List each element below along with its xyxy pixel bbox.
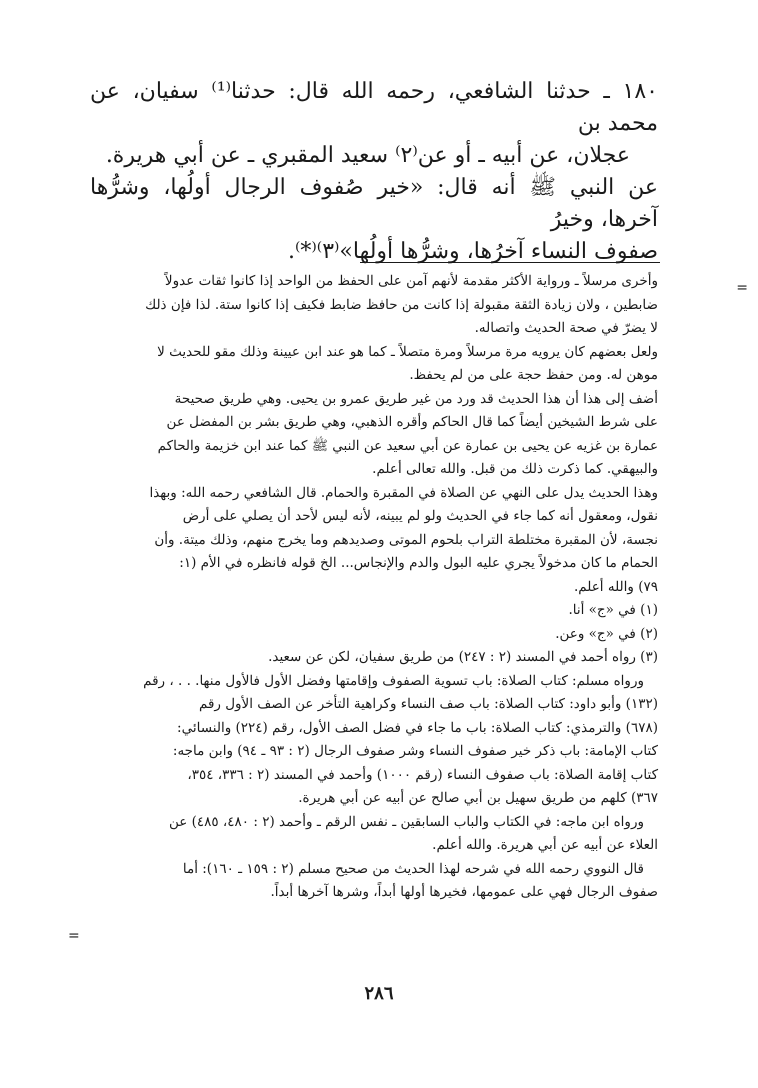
footnote-line: نجسة، لأن المقبرة مختلطة التراب بلحوم الموتى وصديدهم وما يخرج منهم، وذلك ميتة. وأن <box>154 531 658 548</box>
footnote-line: ٧٩) والله أعلم. <box>573 578 658 595</box>
footnote-line: ورواه ابن ماجه: في الكتاب والباب السابقين ـ نفس الرقم ـ وأحمد (٢ : ٤٨٠، ٤٨٥) عن <box>168 813 644 830</box>
hadith-line: عجلان، عن أبيه ـ أو عن⁽٢⁾ سعيد المقبري ـ عن أبي هريرة. <box>105 143 630 168</box>
footnote-3: (٣) رواه أحمد في المسند (٢ : ٢٤٧) من طريق سفيان، لكن عن سعيد. <box>268 649 658 665</box>
footnote-line: ولعل بعضهم كان يرويه مرة مرسلاً ومرة متصلاً ـ كما هو عند ابن عيينة وذلك مقو للحديث لا <box>157 343 658 360</box>
page-number: ٢٨٦ <box>364 983 394 1004</box>
footnote-line: لا يضرّ في صحة الحديث واتصاله. <box>474 320 658 336</box>
footnote-line: ورواه مسلم: كتاب الصلاة: باب تسوية الصفوف وإقامتها وفضل الأول فالأول منها. . . ، رقم <box>143 672 644 689</box>
footnote-line: وأخرى مرسلاً ـ ورواية الأكثر مقدمة لأنهم آمن على الحفظ من الواحد إذا كانوا ثقات عدولاً <box>164 273 658 289</box>
hadith-line: عن النبي ﷺ أنه قال: «خير صُفوف الرجال أولُها، وشرُّها آخرها، وخيرُ <box>90 175 658 232</box>
footnote-line: (١٣٢) وأبو داود: كتاب الصلاة: باب صف النساء وكراهية التأخر عن الصف الأول رقم <box>198 696 658 712</box>
hadith-line: ١٨٠ ـ حدثنا الشافعي، رحمه الله قال: حدثنا⁽¹⁾ سفيان، عن محمد بن <box>90 79 658 136</box>
footnote-line: كتاب الإمامة: باب ذكر خير صفوف النساء وشر صفوف الرجال (٢ : ٩٣ ـ ٩٤) وابن ماجه: <box>172 743 658 759</box>
continuation-mark: = <box>736 280 748 296</box>
footnote-line: كتاب إقامة الصلاة: باب صفوف النساء (رقم ١٠٠٠) وأحمد في المسند (٢ : ٣٣٦، ٣٥٤، <box>187 766 658 783</box>
footnote-line: على شرط الشيخين أيضاً كما قال الحاكم وأقره الذهبي، وهي طريق بشر بن المفضل عن <box>166 414 658 430</box>
footnote-separator <box>360 262 660 263</box>
footnote-1: (١) في «ج» أنا. <box>568 602 658 618</box>
footnote-line: (٦٧٨) والترمذي: كتاب الصلاة: باب ما جاء في فضل الصف الأول، رقم (٢٢٤) والنسائي: <box>177 719 658 736</box>
footnote-line: الحمام ما كان مدخولاً يجري عليه البول والدم والإنجاس... الخ قوله فانظره في الأم (١: <box>179 555 658 571</box>
footnote-line: ٣٦٧) كلهم من طريق سهيل بن أبي صالح عن أبيه عن أبي هريرة. <box>298 790 658 806</box>
footnote-line: قال النووي رحمه الله في شرحه لهذا الحديث من صحيح مسلم (٢ : ١٥٩ ـ ١٦٠): أما <box>182 860 644 877</box>
footnote-line: عمارة بن غزيه عن يحيى بن عمارة عن أبي سعيد عن النبي ﷺ كما عند ابن خزيمة والحاكم <box>157 437 658 454</box>
footnote-line: موهن له. ومن حفظ حجة على من لم يحفظ. <box>409 367 658 383</box>
footnote-line: وهذا الحديث يدل على النهي عن الصلاة في المقبرة والحمام. قال الشافعي رحمه الله: وبهذا <box>149 484 658 501</box>
footnote-line: نقول، ومعقول أنه كما جاء في الحديث ولو لم يبينه، لأنه ليس لأحد أن يصلي على أرض <box>182 508 658 524</box>
footnotes <box>98 270 658 905</box>
continuation-mark-end: = <box>68 928 80 944</box>
footnote-line: والبيهقي. كما ذكرت ذلك من قبل. والله تعالى أعلم. <box>372 461 658 477</box>
footnote-line: العلاء عن أبيه عن أبي هريرة. والله أعلم. <box>432 837 658 853</box>
footnote-line: صفوف الرجال فهي على عمومها، فخيرها أولها أبداً، وشرها آخرها أبداً. <box>270 884 658 900</box>
footnote-line: ضابطين ، ولان زيادة الثقة مقبولة إذا كانت من حافظ ضابط فكيف إذا كانوا ستة. لذا فإن ذلك <box>145 296 658 313</box>
footnote-line: أضف إلى هذا أن هذا الحديث قد ورد من غير طريق عمرو بن يحيى. وهي طريق صحيحة <box>174 390 658 407</box>
footnote-2: (٢) في «ج» وعن. <box>555 625 658 642</box>
hadith-line: صفوف النساء آخرُها، وشرُّها أولُها»⁽٣⁾⁽*⁾. <box>287 239 658 264</box>
hadith-text <box>90 76 658 268</box>
